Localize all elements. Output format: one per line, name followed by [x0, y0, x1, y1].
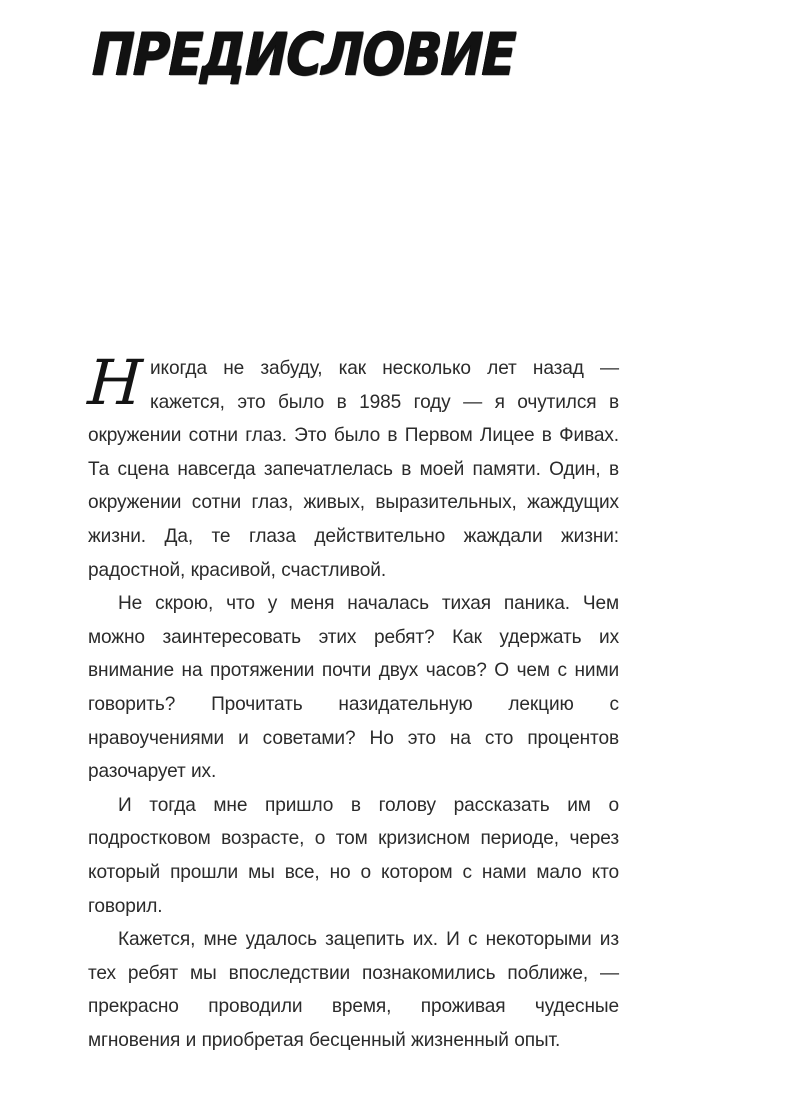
body-text-block — [86, 346, 619, 1057]
paragraph-2-text: Не скрою, что у меня началась тихая паника. Чем можно заинтересовать этих ребят? Как удержать их внимание на протяжении почти двух часов? О чем с ними говорить? Прочитать назидательную лекцию с нравоучениями и советами? Но это на сто процентов разочарует их. — [88, 593, 619, 783]
paragraph-4-text: Кажется, мне удалось зацепить их. И с некоторыми из тех ребят мы впоследствии познакомились поближе, — прекрасно проводили время, проживая чудесные мгновения и приобретая бесценный жизненный опыт. — [88, 929, 619, 1051]
paragraph-3 — [88, 789, 619, 923]
paragraph-1 — [86, 346, 619, 587]
page-title: ПРЕДИСЛОВИЕ — [85, 21, 522, 90]
paragraph-3-text: И тогда мне пришло в голову рассказать им о подростковом возрасте, о том кризисном периоде, через который прошли мы все, но о котором с нами мало кто говорил. — [88, 794, 619, 917]
drop-cap: Н — [86, 346, 144, 419]
paragraph-2 — [88, 587, 619, 789]
paragraph-4 — [88, 923, 619, 1057]
paragraph-1-text: икогда не забуду, как несколько лет назад — кажется, это было в 1985 году — я очутился в окружении сотни глаз. Это было в Первом Лицее в Фивах. Та сцена навсегда запечатлелась в моей памяти. Один, в окружении сотни глаз, живых, выразительных, жаждущих жизни. Да, те глаза действительно жаждали жизни: радостной, красивой, счастливой. — [88, 358, 619, 581]
chapter-title-block — [85, 21, 706, 108]
